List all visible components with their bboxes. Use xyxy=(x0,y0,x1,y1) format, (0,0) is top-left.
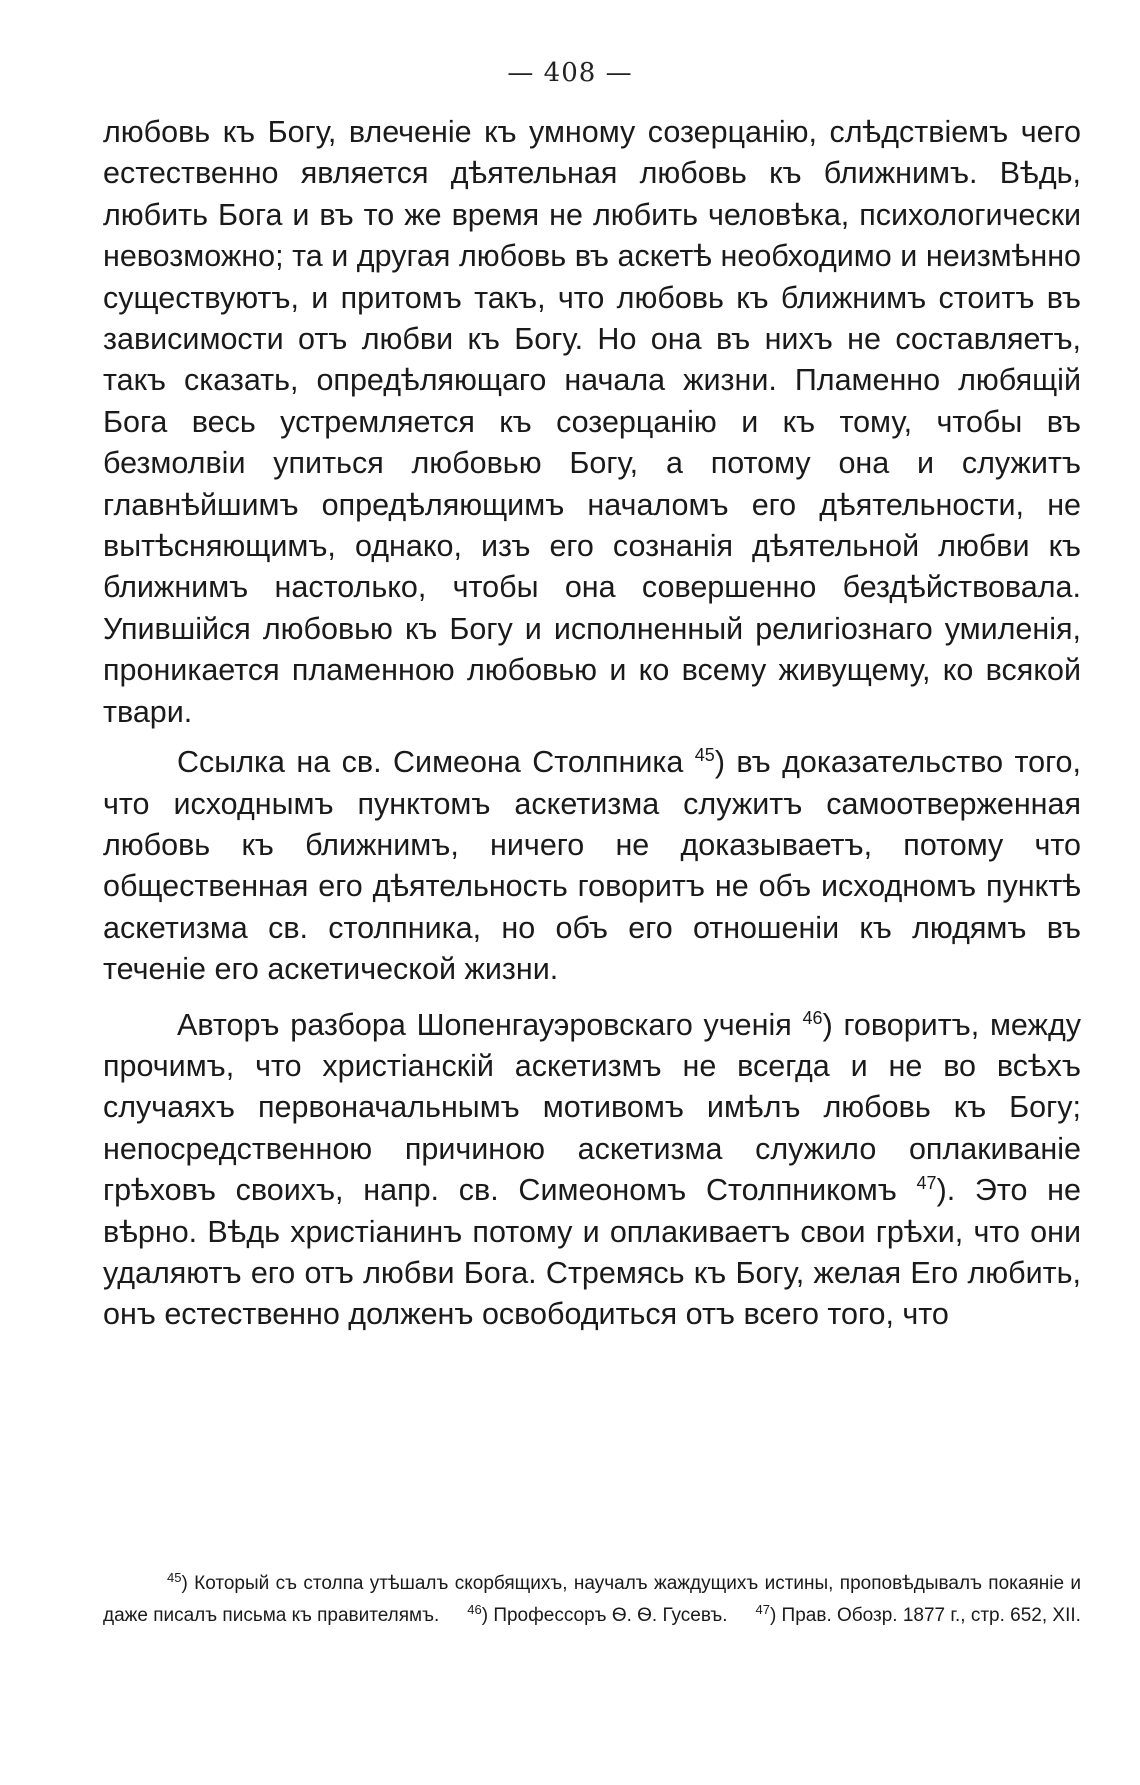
footnote-number-47: 47 xyxy=(755,1602,770,1617)
footnotes-block xyxy=(103,1568,1081,1632)
page-number: — 408 — xyxy=(507,58,633,88)
paragraph-3-text-start: Авторъ разбора Шопенгауэровскаго ученія xyxy=(177,1007,803,1042)
footnote-ref-46: 46 xyxy=(802,1007,823,1028)
paragraph-3-text-end: ). Это не вѣрно. Вѣдь христіанинъ потому и оплакиваетъ свои грѣхи, что они удаляютъ его отъ любви Бога. Стремясь къ Богу, желая Его любить, онъ естественно долженъ освободиться отъ всего того, что xyxy=(103,1173,1081,1332)
main-text xyxy=(103,112,1081,1336)
footnote-ref-45: 45 xyxy=(694,745,715,766)
footnote-number-45: 45 xyxy=(167,1570,182,1585)
paragraph-2-text-start: Ссылка на св. Симеона Столпника xyxy=(177,745,695,780)
footnote-number-46: 46 xyxy=(467,1602,482,1617)
footnote-text-47: ) Прав. Обозр. 1877 г., стр. 652, XII. xyxy=(769,1605,1081,1626)
footnote-text-46: ) Профессоръ Ѳ. Ѳ. Гусевъ. xyxy=(481,1605,728,1626)
footnote-text-45: ) Который съ столпа утѣшалъ скорбящихъ, научалъ жаждущихъ истины, проповѣдывалъ покаяніе и даже писалъ письма къ правителямъ. xyxy=(103,1573,1081,1626)
paragraph-1-text: любовь къ Богу, влеченіе къ умному созерцанію, слѣдствіемъ чего естественно является дѣятельная любовь къ ближнимъ. Вѣдь, любить Бога и въ то же время не любить человѣка, психологически невозможно; та и другая любовь въ аскетѣ необходимо и неизмѣнно существуютъ, и притомъ такъ, что любовь къ ближнимъ стоитъ въ зависимости отъ любви къ Богу. Но она въ нихъ не составляетъ, такъ сказать, опредѣляющаго начала жизни. Пламенно любящій Бога весь устремляется къ созерцанію и къ тому, чтобы въ безмолвіи упиться любовью Богу, а потому она и служитъ главнѣйшимъ опредѣляющимъ началомъ его дѣятельности, не вытѣсняющимъ, однако, изъ его сознанія дѣятельной любви къ ближнимъ настолько, чтобы она совершенно бездѣйствовала. Упившійся любовью къ Богу и исполненный религіознаго умиленія, проникается пламенною любовью и ко всему живущему, ко всякой твари. xyxy=(103,115,1081,729)
footnotes xyxy=(103,1568,1081,1632)
paragraph-1 xyxy=(103,112,1081,733)
paragraph-3 xyxy=(103,1005,1081,1336)
paragraph-3-text-middle: ) говоритъ, между прочимъ, что христіанскій аскетизмъ не всегда и не во всѣхъ случаяхъ первоначальнымъ мотивомъ имѣлъ любовь къ Богу; непосредственною причиною аскетизма служило оплакиваніе грѣховъ своихъ, напр. св. Симеономъ Столпникомъ xyxy=(103,1007,1082,1208)
footnote-ref-47: 47 xyxy=(916,1173,937,1194)
paragraph-2 xyxy=(103,742,1081,990)
paragraph-2-text-end: ) въ доказательство того, что исходнымъ пунктомъ аскетизма служитъ самоотверженная любовь къ ближнимъ, ничего не доказываетъ, потому что общественная его дѣятельность говоритъ не объ исходномъ пунктѣ аскетизма св. столпника, но объ его отношеніи къ людямъ въ теченіе его аскетической жизни. xyxy=(103,745,1081,987)
